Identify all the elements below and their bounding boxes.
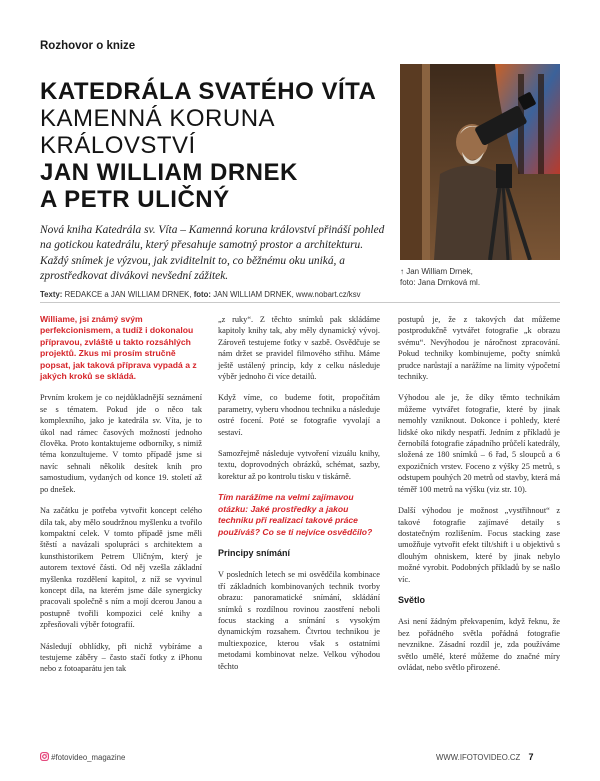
col1-paragraph-2: Na začátku je potřeba vytvořit koncept celého díla tak, aby mělo soudržnou myšlenku a tvořilo kompaktní celek. V tomto případě jsme měli štěstí a navázali spolupráci s architektem a kunsthistorikem Petrem Uličným, který je autorem textové části. Od něj vzešla základní myšlenka rozdělení kapitol, z níž se vyvinul koncept díla, na kterém jsme dále synergicky pracovali společně s ním a mojí dcerou Janou a postupně tvořili kompozici celé knihy a zpřesňovali výběr fotografií.: [40, 506, 202, 630]
title-line-4: JAN WILLIAM DRNEK: [40, 159, 298, 186]
page-number: 7: [528, 752, 534, 762]
column-3: [398, 314, 560, 683]
column-2: [218, 314, 380, 682]
col3-paragraph-3: Další výhodou je možnost „vystřihnout“ z takové fotografie zajímavé detaily s dostatečným rozlišením. Focus stacking zase umožňuje vytvořit efekt tilt/shift i u objektivů s dlouhým ohniskem, které by jinak nebylo možné vyrobit. Podobných příkladů by se našlo víc.: [398, 506, 560, 584]
footer-instagram[interactable]: [40, 752, 125, 762]
col2-paragraph-3: Samozřejmě následuje vytvoření vizuálu knihy, textu, doprovodných obrázků, schémat, sazby, korektur až po kontrolu tisku v tiskárně.: [218, 449, 380, 481]
photo-caption: [400, 266, 570, 288]
photographer-photo: [400, 64, 560, 260]
instagram-icon: [40, 752, 49, 761]
section-label: Rozhovor o knize: [40, 40, 136, 52]
caption-line-2: foto: Jana Drnková ml.: [400, 278, 481, 287]
col1-paragraph-1: Prvním krokem je co nejdůkladnější seznámení se s tématem. Pokud jde o něco tak komplexního, jako je katedrála sv. Víta, je to úkol nad rámec časových možností jednoho člověka. Proto kontaktujeme odborníky, s nimiž téma konzultujeme. V tomto případě jsme si navíc sehnali několik desítek knih pro samostudium, vydaných od konce 19. století až po dnešek.: [40, 393, 202, 494]
credits-photo-value: JAN WILLIAM DRNEK, www.nobart.cz/ksv: [213, 290, 361, 299]
col3-paragraph-2: Výhodou ale je, že díky těmto technikám můžeme vytvářet fotografie, které by jinak nemohly vzniknout. Dokonce i pohledy, které lidské oko nikdy nespatří. Jedním z příkladů je černobílá fotografie západního průčelí katedrály, složená ze 180 snímků – 6 řad, 5 sloupců a 6 expozičních vrstev. Foceno z výšky 25 metrů, s odstupem pouhých 20 metrů od stavby, která má téměř 100 metrů na výšku (viz str. 10).: [398, 393, 560, 494]
subheading-light: Světlo: [398, 594, 426, 605]
col2-paragraph-2: Když víme, co budeme fotit, propočítám parametry, vyberu vhodnou techniku a následuje ostré focení. Poté se fotografie vyvolají a sestaví.: [218, 393, 380, 437]
question-2: Tím narážíme na velmi zajímavou otázku: Jaké prostředky a jakou techniku při realizaci takové práce používáš? Co se ti nejvíce osvědčilo?: [218, 492, 373, 537]
divider: [40, 302, 560, 303]
photo-illustration: [400, 64, 560, 260]
site-url: WWW.IFOTOVIDEO.CZ: [436, 753, 521, 762]
question-1: Williame, jsi známý svým perfekcionismem, a tudíž i dokonalou přípravou, zvláště u takto rozsáhlých projektů. Zkus mi prosím stručně popsat, jak taková příprava vypadá a z jakých kroků se skládá.: [40, 314, 197, 382]
credits-photo-label: foto:: [193, 290, 212, 299]
col1-paragraph-3: Následují obhlídky, při nichž vybíráme a testujeme záběry – často stačí fotky z iPhonu nebo z fotoaparátu jen tak: [40, 641, 202, 674]
footer-site: [436, 752, 534, 762]
col3-paragraph-4: Asi není žádným překvapením, když řeknu, že bez pořádného světla pořádná fotografie nevznikne. Zásadní rozdíl je, zda používáme světlo umělé, které můžeme do značné míry ovládat, nebo světlo přirozené.: [398, 617, 560, 672]
credits-texts-value: REDAKCE a JAN WILLIAM DRNEK,: [64, 290, 192, 299]
col2-paragraph-1: „z ruky“. Z těchto snímků pak skládáme kapitoly knihy tak, aby měly dynamický vývoj. Zároveň testujeme fotky v sazbě. Osvědčuje se nám držet se pravidel filmového střihu. Máme ještě ustálený princip, kdy z celku následuje výběr jednoho či více detailů.: [218, 315, 380, 382]
instagram-handle: #fotovideo_magazine: [51, 753, 126, 762]
col3-paragraph-1: postupů je, že z takových dat můžeme postprodukčně vytvářet fotografie „k obrazu svému“. Nevýhodou je náročnost zpracování. Pokud techniky kombinujeme, počty snímků prudce narůstají a narážíme na limity výpočetní techniky.: [398, 315, 560, 382]
subheading-principles: Principy snímání: [218, 547, 291, 558]
title-line-3: KRÁLOVSTVÍ: [40, 132, 196, 159]
credits-texts-label: Texty:: [40, 290, 63, 299]
caption-line-1: ↑ Jan William Drnek,: [400, 267, 473, 276]
credits-line: [40, 290, 460, 299]
title-line-5: A PETR ULIČNÝ: [40, 186, 230, 213]
lead-paragraph: Nová kniha Katedrála sv. Víta – Kamenná koruna království přináší pohled na gotickou katedrálu, který přesahuje samotný prostor a architekturu. Každý snímek je výzvou, jak zviditelnit to, co běžnému oku uniká, a zprostředkovat divákovi nevšední zážitek.: [40, 224, 385, 283]
title-line-1: KATEDRÁLA SVATÉHO VÍTA: [40, 78, 377, 105]
column-1: [40, 314, 202, 685]
article-title: [40, 78, 380, 213]
title-line-2: KAMENNÁ KORUNA: [40, 105, 276, 132]
col2-paragraph-4: V posledních letech se mi osvědčila kombinace tří základních kombinovaných technik tvorby obrazu: panoramatické snímání, skládání snímků s rozdílnou rovinou zaostření neboli focus stacking a snímání s vysokým dynamickým rozsahem. Čtvrtou technikou je multiexpozice, kterou však s ostatními metodami kombinovat nelze. Velkou výhodou těchto: [218, 570, 380, 671]
